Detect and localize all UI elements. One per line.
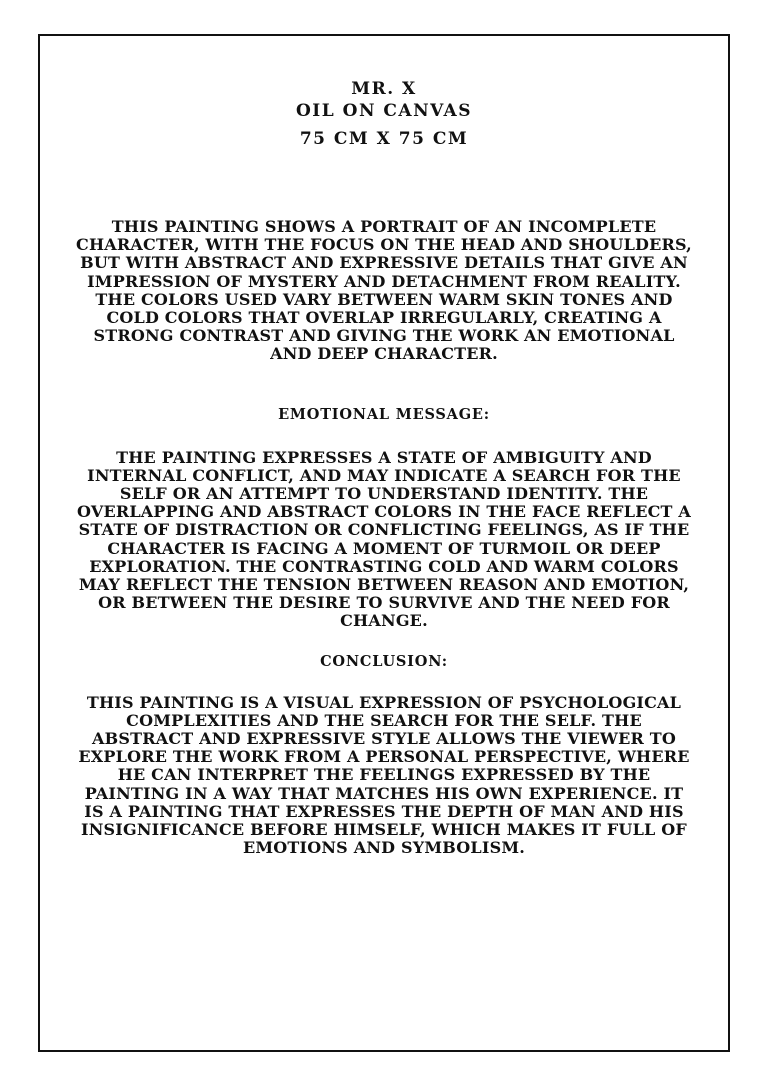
artwork-title: MR. X bbox=[351, 79, 417, 99]
emotional-message-heading: EMOTIONAL MESSAGE: bbox=[278, 405, 490, 423]
artwork-header bbox=[38, 78, 730, 150]
artwork-description: THIS PAINTING SHOWS A PORTRAIT OF AN INCOMPLETE CHARACTER, WITH THE FOCUS ON THE HEAD AND SHOULDERS, BUT WITH ABSTRACT AND EXPRESSIVE DETAILS THAT GIVE AN IMPRESSION OF MYSTERY AND DETACHMENT FROM REALITY. THE COLORS USED VARY BETWEEN WARM SKIN TONES AND COLD COLORS THAT OVERLAP IRREGULARLY, CREATING A STRONG CONTRAST AND GIVING THE WORK AN EMOTIONAL AND DEEP CHARACTER. bbox=[76, 217, 692, 364]
conclusion-text: THIS PAINTING IS A VISUAL EXPRESSION OF PSYCHOLOGICAL COMPLEXITIES AND THE SEARCH FOR THE SELF. THE ABSTRACT AND EXPRESSIVE STYLE ALLOWS THE VIEWER TO EXPLORE THE WORK FROM A PERSONAL PERSPECTIVE, WHERE HE CAN INTERPRET THE FEELINGS EXPRESSED BY THE PAINTING IN A WAY THAT MATCHES HIS OWN EXPERIENCE. IT IS A PAINTING THAT EXPRESSES THE DEPTH OF MAN AND HIS INSIGNIFICANCE BEFORE HIMSELF, WHICH MAKES IT FULL OF EMOTIONS AND SYMBOLISM. bbox=[78, 692, 690, 858]
conclusion-heading: CONCLUSION: bbox=[320, 652, 448, 670]
artwork-medium: OIL ON CANVAS bbox=[296, 101, 472, 121]
artwork-dimensions: 75 CM X 75 CM bbox=[299, 129, 469, 149]
artwork-label-document bbox=[38, 34, 730, 857]
emotional-message-text: THE PAINTING EXPRESSES A STATE OF AMBIGUITY AND INTERNAL CONFLICT, AND MAY INDICATE A SEARCH FOR THE SELF OR AN ATTEMPT TO UNDERSTAND IDENTITY. THE OVERLAPPING AND ABSTRACT COLORS IN THE FACE REFLECT A STATE OF DISTRACTION OR CONFLICTING FEELINGS, AS IF THE CHARACTER IS FACING A MOMENT OF TURMOIL OR DEEP EXPLORATION. THE CONTRASTING COLD AND WARM COLORS MAY REFLECT THE TENSION BETWEEN REASON AND EMOTION, OR BETWEEN THE DESIRE TO SURVIVE AND THE NEED FOR CHANGE. bbox=[76, 447, 692, 631]
